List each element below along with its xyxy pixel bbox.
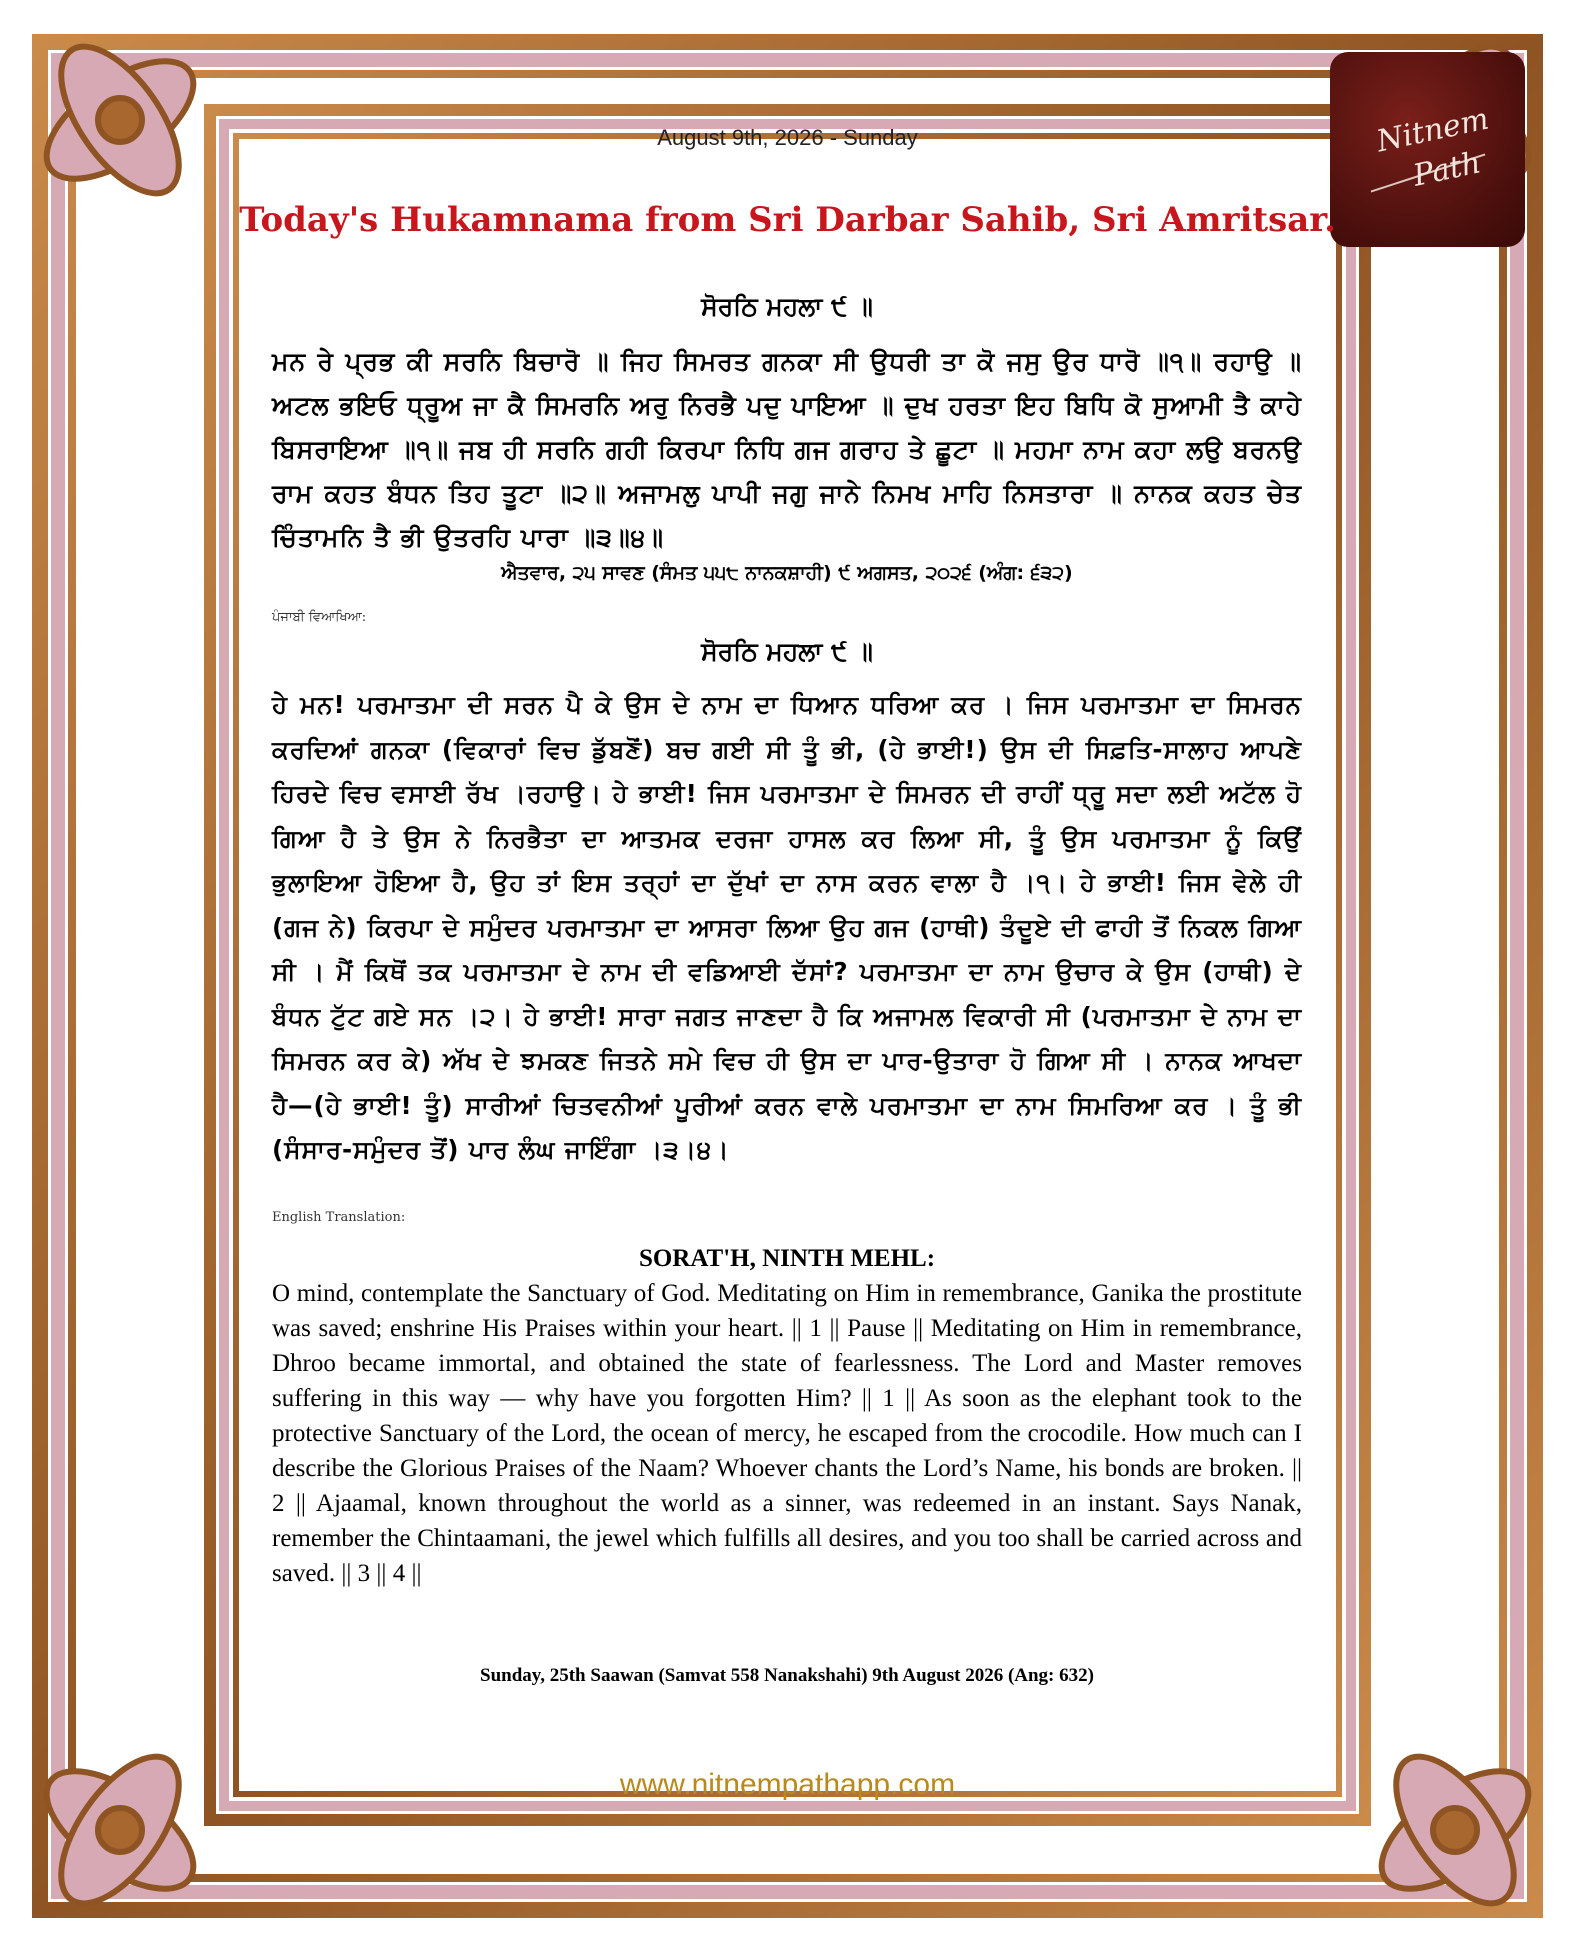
english-date-line: Sunday, 25th Saawan (Samvat 558 Nanakshahi) 9th August 2026 (Ang: 632) — [480, 1665, 1094, 1686]
gurbani-heading: ਸੋਰਠਿ ਮਹਲਾ ੯ ॥ — [701, 292, 873, 321]
website-link[interactable]: www.nitnempathapp.com — [619, 1768, 956, 1801]
logo-line1: Nitnem — [1373, 101, 1492, 159]
gurbani-text: ਮਨ ਰੇ ਪ੍ਰਭ ਕੀ ਸਰਨਿ ਬਿਚਾਰੋ ॥ ਜਿਹ ਸਿਮਰਤ ਗਨਕਾ ਸੀ ਉਧਰੀ ਤਾ ਕੋ ਜਸੁ ਉਰ ਧਾਰੋ ॥੧॥ ਰਹਾਉ ॥ ਅਟਲ ਭਇਓ ਧ੍ਰੂਅ ਜਾ ਕੈ ਸਿਮਰਨਿ ਅਰੁ ਨਿਰਭੈ ਪਦੁ ਪਾਇਆ ॥ ਦੁਖ ਹਰਤਾ ਇਹ ਬਿਧਿ ਕੋ ਸੁਆਮੀ ਤੈ ਕਾਹੇ ਬਿਸਰਾਇਆ ॥੧॥ ਜਬ ਹੀ ਸਰਨਿ ਗਹੀ ਕਿਰਪਾ ਨਿਧਿ ਗਜ ਗਰਾਹ ਤੇ ਛੂਟਾ ॥ ਮਹਮਾ ਨਾਮ ਕਹਾ ਲਉ ਬਰਨਉ ਰਾਮ ਕਹਤ ਬੰਧਨ ਤਿਹ ਤੂਟਾ ॥੨॥ ਅਜਾਮਲੁ ਪਾਪੀ ਜਗੁ ਜਾਨੇ ਨਿਮਖ ਮਾਹਿ ਨਿਸਤਾਰਾ ॥ ਨਾਨਕ ਕਹਤ ਚੇਤ ਚਿੰਤਾਮਨਿ ਤੈ ਭੀ ਉਤਰਹਿ ਪਾਰਾ ॥੩॥੪॥ — [272, 347, 1302, 552]
english-translation: O mind, contemplate the Sanctuary of God. Meditating on Him in remembrance, Ganika the prostitute was saved; enshrine His Praises within your heart. || 1 || Pause || Meditating on Him in remembrance, Dhroo became immortal, and obtained the state of fearlessness. The Lord and Master removes suffering in this way — why have you forgotten Him? || 1 || As soon as the elephant took to the protective Sanctuary of the Lord, the ocean of mercy, he escaped from the crocodile. How much can I describe the Glorious Praises of the Naam? Whoever chants the Lord’s Name, his bonds are broken. || 2 || Ajaamal, known throughout the world as a sinner, was redeemed in an instant. Says Nanak, remember the Chintaamani, the jewel which fulfills all desires, and you too shall be carried across and saved. || 3 || 4 || — [272, 1280, 1302, 1587]
english-heading: SORAT'H, NINTH MEHL: — [638, 1245, 936, 1272]
logo-line2: Path — [1410, 144, 1485, 194]
page-title: Today's Hukamnama from Sri Darbar Sahib, Sri Amritsar. — [239, 200, 1336, 240]
punjabi-label: ਪੰਜਾਬੀ ਵਿਆਖਿਆ: — [272, 610, 367, 625]
page-date: August 9th, 2026 - Sunday — [657, 125, 918, 150]
english-label: English Translation: — [272, 1210, 406, 1225]
gurbani-date-line: ਐਤਵਾਰ, ੨੫ ਸਾਵਣ (ਸੰਮਤ ੫੫੮ ਨਾਨਕਸ਼ਾਹੀ) ੯ ਅਗਸਤ, ੨੦੨੬ (ਅੰਗ: ੬੩੨) — [501, 562, 1073, 584]
punjabi-explanation: ਹੇ ਮਨ! ਪਰਮਾਤਮਾ ਦੀ ਸਰਨ ਪੈ ਕੇ ਉਸ ਦੇ ਨਾਮ ਦਾ ਧਿਆਨ ਧਰਿਆ ਕਰ । ਜਿਸ ਪਰਮਾਤਮਾ ਦਾ ਸਿਮਰਨ ਕਰਦਿਆਂ ਗਨਕਾ (ਵਿਕਾਰਾਂ ਵਿਚ ਡੁੱਬਣੋਂ) ਬਚ ਗਈ ਸੀ ਤੂੰ ਭੀ, (ਹੇ ਭਾਈ!) ਉਸ ਦੀ ਸਿਫ਼ਤਿ-ਸਾਲਾਹ ਆਪਣੇ ਹਿਰਦੇ ਵਿਚ ਵਸਾਈ ਰੱਖ ।ਰਹਾਉ। ਹੇ ਭਾਈ! ਜਿਸ ਪਰਮਾਤਮਾ ਦੇ ਸਿਮਰਨ ਦੀ ਰਾਹੀਂ ਧ੍ਰੂ ਸਦਾ ਲਈ ਅਟੱਲ ਹੋ ਗਿਆ ਹੈ ਤੇ ਉਸ ਨੇ ਨਿਰਭੈਤਾ ਦਾ ਆਤਮਕ ਦਰਜਾ ਹਾਸਲ ਕਰ ਲਿਆ ਸੀ, ਤੂੰ ਉਸ ਪਰਮਾਤਮਾ ਨੂੰ ਕਿਉਂ ਭੁਲਾਇਆ ਹੋਇਆ ਹੈ, ਉਹ ਤਾਂ ਇਸ ਤਰ੍ਹਾਂ ਦਾ ਦੁੱਖਾਂ ਦਾ ਨਾਸ ਕਰਨ ਵਾਲਾ ਹੈ ।੧। ਹੇ ਭਾਈ! ਜਿਸ ਵੇਲੇ ਹੀ (ਗਜ ਨੇ) ਕਿਰਪਾ ਦੇ ਸਮੁੰਦਰ ਪਰਮਾਤਮਾ ਦਾ ਆਸਰਾ ਲਿਆ ਉਹ ਗਜ (ਹਾਥੀ) ਤੰਦੂਏ ਦੀ ਫਾਹੀ ਤੋਂ ਨਿਕਲ ਗਿਆ ਸੀ । ਮੈਂ ਕਿਥੋਂ ਤਕ ਪਰਮਾਤਮਾ ਦੇ ਨਾਮ ਦੀ ਵਡਿਆਈ ਦੱਸਾਂ? ਪਰਮਾਤਮਾ ਦਾ ਨਾਮ ਉਚਾਰ ਕੇ ਉਸ (ਹਾਥੀ) ਦੇ ਬੰਧਨ ਟੁੱਟ ਗਏ ਸਨ ।੨। ਹੇ ਭਾਈ! ਸਾਰਾ ਜਗਤ ਜਾਣਦਾ ਹੈ ਕਿ ਅਜਾਮਲ ਵਿਕਾਰੀ ਸੀ (ਪਰਮਾਤਮਾ ਦੇ ਨਾਮ ਦਾ ਸਿਮਰਨ ਕਰ ਕੇ) ਅੱਖ ਦੇ ਝਮਕਣ ਜਿਤਨੇ ਸਮੇ ਵਿਚ ਹੀ ਉਸ ਦਾ ਪਾਰ-ਉਤਾਰਾ ਹੋ ਗਿਆ ਸੀ । ਨਾਨਕ ਆਖਦਾ ਹੈ—(ਹੇ ਭਾਈ! ਤੂੰ) ਸਾਰੀਆਂ ਚਿਤਵਨੀਆਂ ਪੂਰੀਆਂ ਕਰਨ ਵਾਲੇ ਪਰਮਾਤਮਾ ਦਾ ਨਾਮ ਸਿਮਰਿਆ ਕਰ । ਤੂੰ ਭੀ (ਸੰਸਾਰ-ਸਮੁੰਦਰ ਤੋਂ) ਪਾਰ ਲੰਘ ਜਾਇੰਗਾ ।੩।੪। — [272, 690, 1302, 1164]
punjabi-heading: ਸੋਰਠਿ ਮਹਲਾ ੯ ॥ — [701, 637, 873, 666]
